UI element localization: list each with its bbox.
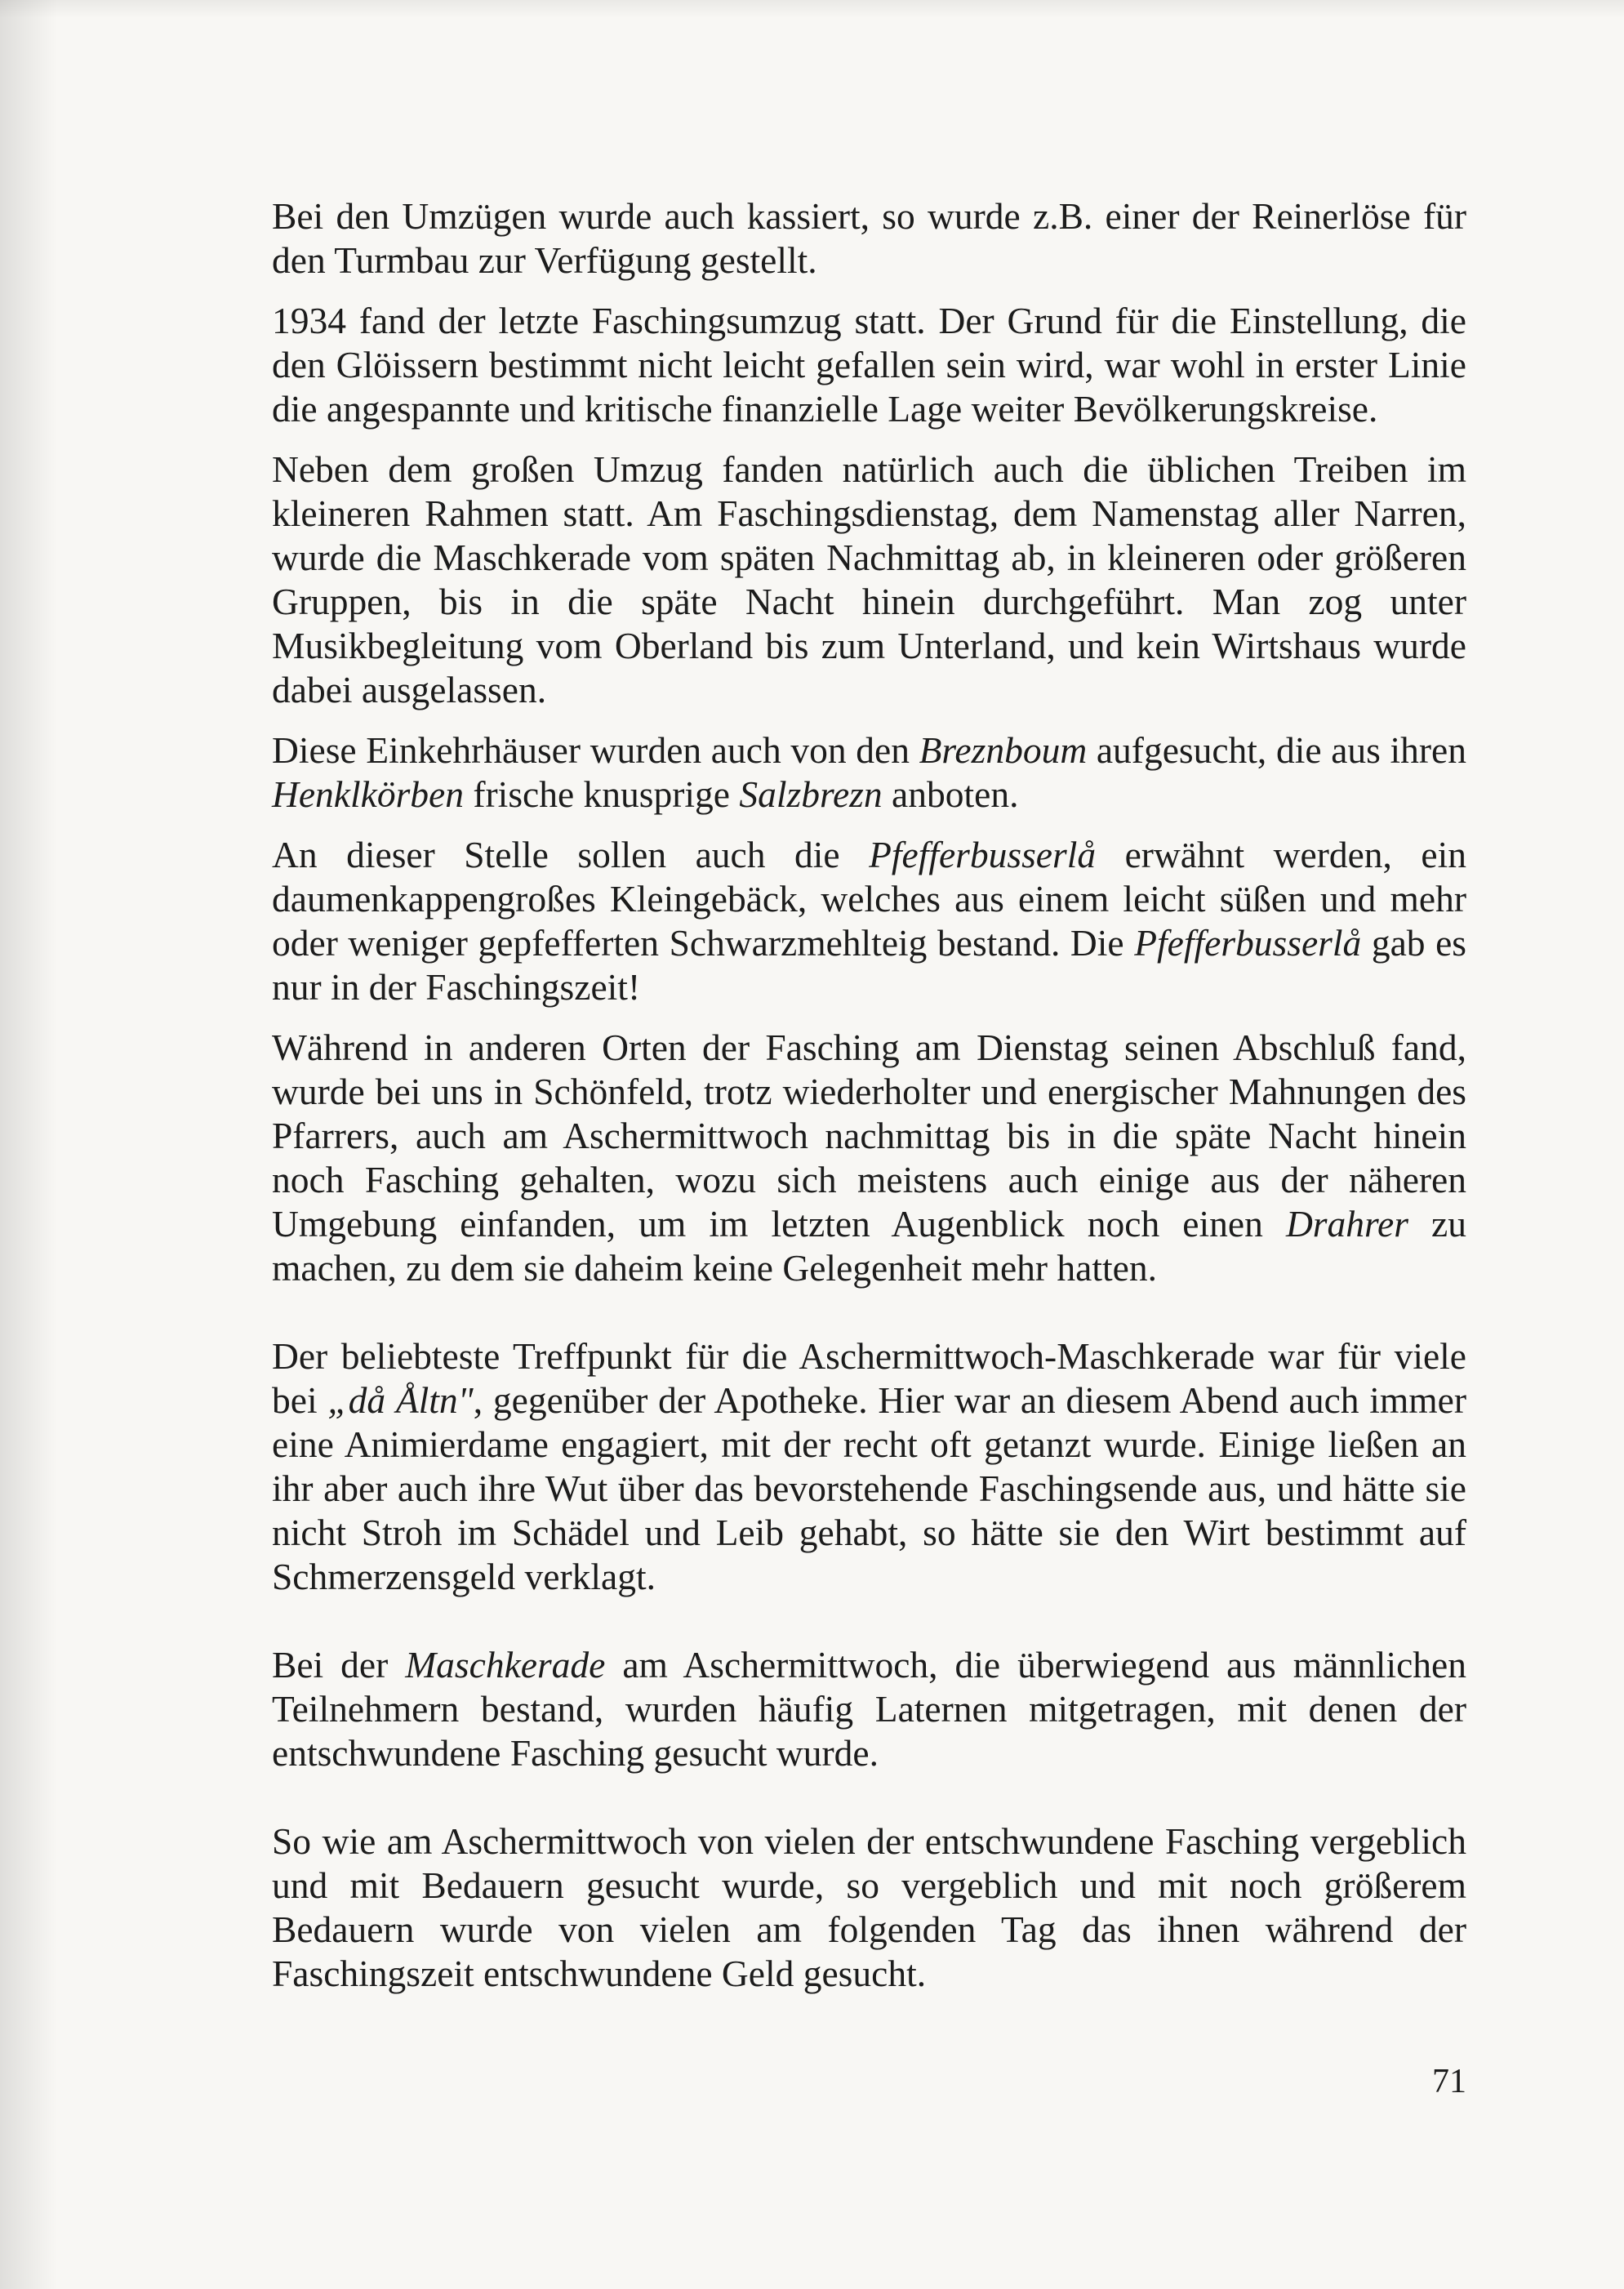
text-run: anboten. bbox=[882, 773, 1019, 815]
paragraph bbox=[272, 1643, 1466, 1775]
paragraph bbox=[272, 448, 1466, 712]
text-run: Diese Einkehrhäuser wurden auch von den bbox=[272, 729, 919, 771]
italic-term: Pfefferbusserlå bbox=[869, 834, 1097, 875]
paragraph bbox=[272, 833, 1466, 1009]
paragraph bbox=[272, 299, 1466, 431]
text-run: erwähnt werden, ein daumenkappengroßes Kleingebäck, welches aus einem leicht süßen und mehr oder weniger gepfefferten Schwarzmehlteig bestand. Die bbox=[272, 834, 1467, 964]
text-run: Bei der bbox=[272, 1644, 406, 1686]
page-top-shadow bbox=[0, 0, 1624, 18]
text-run: , gegenüber der Apotheke. Hier war an diesem Abend auch immer eine Animierdame engagiert, mit der recht oft getanzt wurde. Einige ließen an ihr aber auch ihre Wut über das bevorstehende Faschingsende aus, und hätte sie nicht Stroh im Schädel und Leib gehabt, so hätte sie den Wirt bestimmt auf Schmerzensgeld verklagt. bbox=[272, 1379, 1467, 1597]
paragraph bbox=[272, 194, 1466, 283]
text-run: Bei den Umzügen wurde auch kassiert, so wurde z.B. einer der Reinerlöse für den Turmbau zur Verfügung gestellt. bbox=[272, 195, 1466, 281]
italic-term: Maschkerade bbox=[405, 1644, 606, 1686]
text-run: gab es nur in der Faschingszeit! bbox=[272, 922, 1466, 1008]
text-run: am Aschermittwoch, die überwiegend aus männlichen Teilnehmern bestand, wurden häufig Laternen mitgetragen, mit denen der entschwundene Fasching gesucht wurde. bbox=[272, 1644, 1466, 1774]
italic-term: Drahrer bbox=[1285, 1203, 1408, 1245]
text-run: Während in anderen Orten der Fasching am Dienstag seinen Abschluß fand, wurde bei uns in Schönfeld, trotz wiederholter und energischer Mahnungen des Pfarrers, auch am Aschermittwoch nachmittag bis in die späte Nacht hinein noch Fasching gehalten, wozu sich meistens auch einige aus der näheren Umgebung einfanden, um im letzten Augenblick noch einen bbox=[272, 1026, 1466, 1245]
paragraph bbox=[272, 1819, 1466, 1996]
text-run: An dieser Stelle sollen auch die bbox=[272, 834, 870, 875]
text-run: aufgesucht, die aus ihren bbox=[1087, 729, 1466, 771]
text-run: 1934 fand der letzte Faschingsumzug statt. Der Grund für die Einstellung, die den Glöissern bestimmt nicht leicht gefallen sein wird, war wohl in erster Linie die angespannte und kritische finanzielle Lage weiter Bevölkerungskreise. bbox=[272, 300, 1466, 430]
text-run: So wie am Aschermittwoch von vielen der entschwundene Fasching vergeblich und mit Bedauern gesucht wurde, so vergeblich und mit noch größerem Bedauern wurde von vielen am folgenden Tag das ihnen während der Faschingszeit entschwundene Geld gesucht. bbox=[272, 1820, 1466, 1994]
paragraph bbox=[272, 1026, 1466, 1290]
paragraph bbox=[272, 1334, 1466, 1599]
italic-term: Breznboum bbox=[919, 729, 1088, 771]
page-edge-shadow bbox=[0, 0, 57, 2289]
italic-term: „då Åltn" bbox=[327, 1379, 474, 1421]
page-number: 71 bbox=[1432, 2063, 1466, 2100]
italic-term: Henklkörben bbox=[272, 773, 464, 815]
italic-term: Salzbrezn bbox=[739, 773, 883, 815]
body-text bbox=[272, 194, 1466, 1996]
text-run: Der beliebteste Treffpunkt für die Aschermittwoch-Maschkerade war für viele bei bbox=[272, 1335, 1466, 1421]
text-run: frische knusprige bbox=[464, 773, 740, 815]
text-run: Neben dem großen Umzug fanden natürlich auch die üblichen Treiben im kleineren Rahmen statt. Am Faschingsdienstag, dem Namenstag aller Narren, wurde die Maschkerade vom späten Nachmittag ab, in kleineren oder größeren Gruppen, bis in die späte Nacht hinein durchgeführt. Man zog unter Musikbegleitung vom Oberland bis zum Unterland, und kein Wirtshaus wurde dabei ausgelassen. bbox=[272, 448, 1466, 710]
text-run: zu machen, zu dem sie daheim keine Gelegenheit mehr hatten. bbox=[272, 1203, 1466, 1289]
paragraph bbox=[272, 728, 1466, 817]
italic-term: Pfefferbusserlå bbox=[1134, 922, 1362, 964]
